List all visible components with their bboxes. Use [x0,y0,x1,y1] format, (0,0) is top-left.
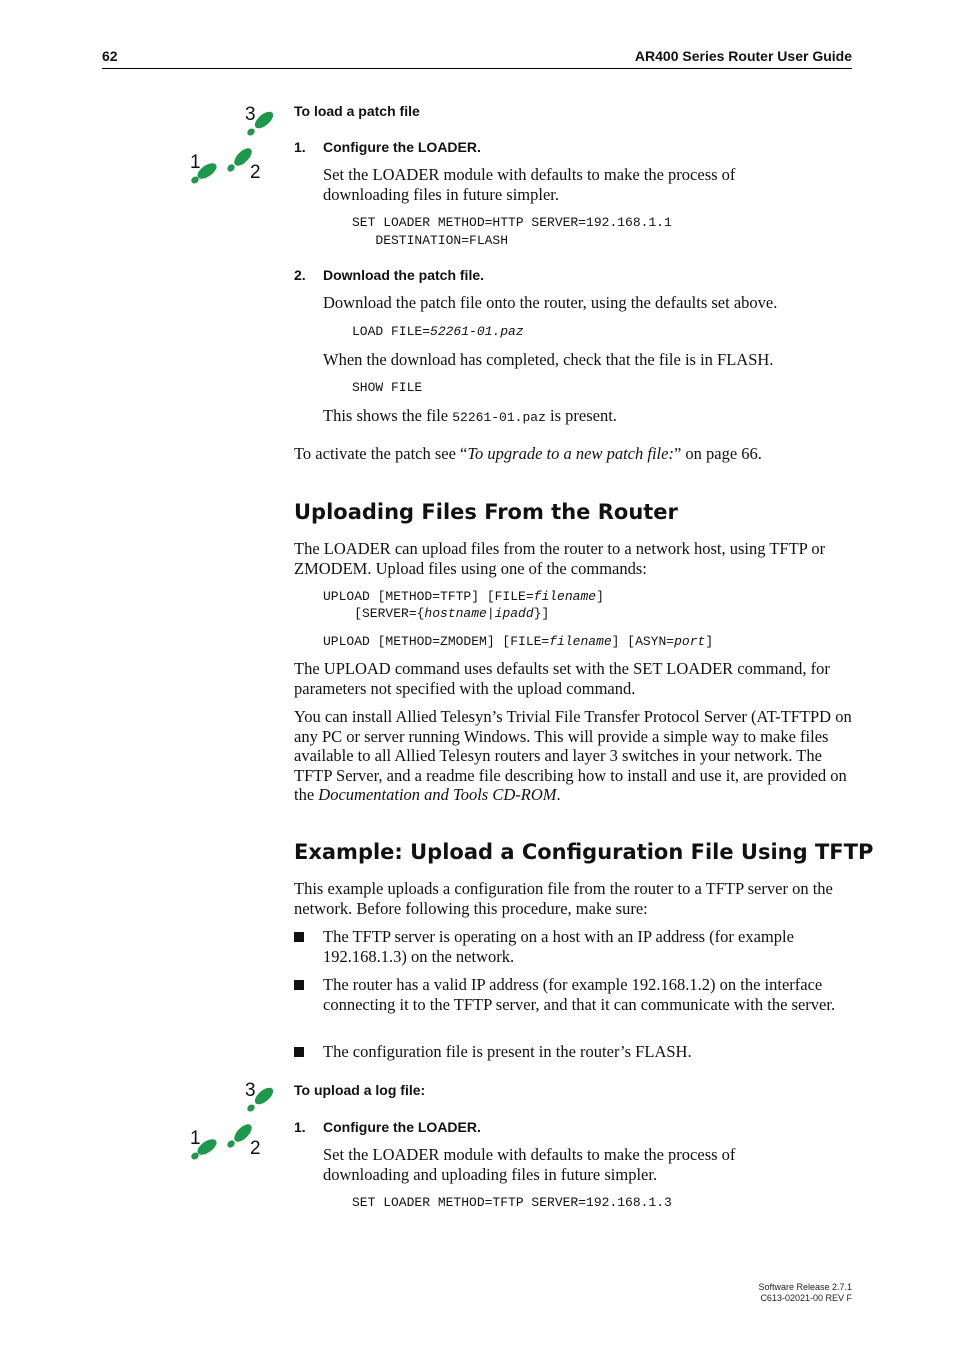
paragraph: This example uploads a configuration file from the router to a TFTP server on the network. Before following this procedure, make sure: [294,879,833,918]
step-text: Set the LOADER module with defaults to make the process of downloading files in future simpler. [323,165,736,204]
section-heading: Example: Upload a Configuration File Using TFTP [294,840,874,864]
bullet-icon [294,980,304,990]
paragraph: You can install Allied Telesyn’s Trivial File Transfer Protocol Server (AT-TFTPD on any PC or server running Windows. This will provide a simple way to make files available to all Allied Telesyn routers and layer 3 switches in your network. The TFTP Server, and a readme file describing how to install and use it, are provided on the Documentation and Tools CD-ROM. [294,707,852,804]
paragraph: The UPLOAD command uses defaults set with the SET LOADER command, for parameters not specified with the upload command. [294,659,830,698]
step-number: 1. [294,139,306,155]
document-title: AR400 Series Router User Guide [634,48,852,64]
footprints-steps-icon: 3 1 2 [188,1084,280,1166]
section-heading: Uploading Files From the Router [294,500,678,524]
footprints-steps-icon: 3 1 2 [188,104,280,186]
command-syntax: UPLOAD [METHOD=ZMODEM] [FILE=filename] [ASYN=port] [323,634,714,649]
step-text: Set the LOADER module with defaults to make the process of downloading and uploading files in future simpler. [323,1145,736,1184]
paragraph: The LOADER can upload files from the router to a network host, using TFTP or ZMODEM. Upload files using one of the commands: [294,539,826,578]
bullet-icon [294,932,304,942]
step-title: Configure the LOADER. [323,139,481,155]
command-syntax: [SERVER={hostname|ipadd}] [323,606,550,621]
step-text: Download the patch file onto the router, using the defaults set above. [323,293,778,312]
step-text: When the download has completed, check that the file is in FLASH. [323,350,774,369]
page-header [102,48,852,69]
command-syntax: UPLOAD [METHOD=TFTP] [FILE=filename] [323,589,604,604]
step-title: Download the patch file. [323,267,485,283]
footer-release: Software Release 2.7.1 [758,1282,852,1292]
procedure-title: To upload a log file: [294,1082,426,1098]
bullet-icon [294,1047,304,1057]
code-line: SET LOADER METHOD=TFTP SERVER=192.168.1.3 [352,1195,672,1210]
cross-reference-text: To activate the patch see “To upgrade to a new patch file:” on page 66. [294,444,762,463]
step-title: Configure the LOADER. [323,1119,481,1135]
page-footer [758,1282,852,1304]
step-text: This shows the file 52261-01.paz is present. [323,406,617,425]
step-number: 2. [294,267,306,283]
procedure-title: To load a patch file [294,103,420,119]
bullet-text: The router has a valid IP address (for example 192.168.1.2) on the interface connecting it to the TFTP server, and that it can communicate with the server. [323,975,836,1014]
bullet-text: The configuration file is present in the router’s FLASH. [323,1042,692,1061]
code-line: DESTINATION=FLASH [352,233,509,248]
footer-docid: C613-02021-00 REV F [760,1293,852,1303]
step-number: 1. [294,1119,306,1135]
bullet-text: The TFTP server is operating on a host with an IP address (for example 192.168.1.3) on the network. [323,927,794,966]
code-line: SHOW FILE [352,380,423,395]
code-line: SET LOADER METHOD=HTTP SERVER=192.168.1.1 [352,215,672,230]
page-number: 62 [102,48,118,64]
code-line: LOAD FILE=52261-01.paz [352,324,524,339]
